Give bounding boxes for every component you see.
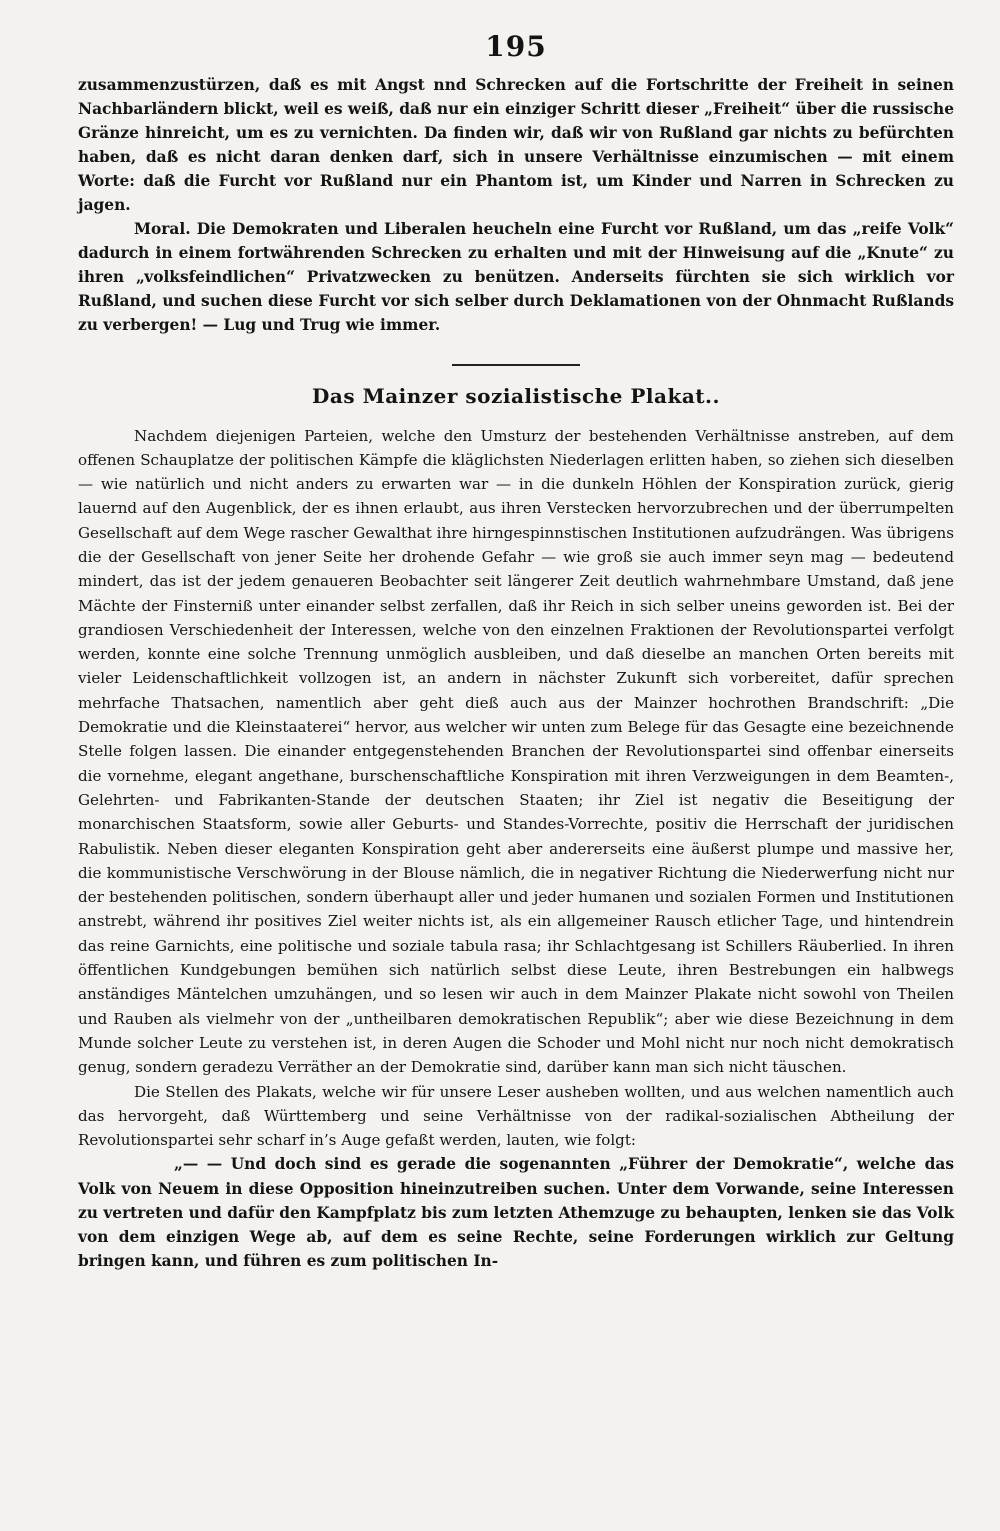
paragraph: Die Stellen des Plakats, welche wir für unsere Leser ausheben wollten, und aus welchen namentlich auch das hervorgeht, daß Württemberg und seine Verhältnisse von der radikal-sozialischen Abtheilung der Revolutionspartei sehr scharf in’s Auge gefaßt werden, lauten, wie folgt: (78, 1082, 954, 1150)
section-title: Das Mainzer sozialistische Plakat.. (312, 383, 720, 408)
top-text-block (78, 73, 954, 338)
moral-paragraph: Moral. Die Demokraten und Liberalen heucheln eine Furcht vor Rußland, um das „reife Volk“ dadurch in einem fortwährenden Schrecken zu erhalten und mit der Hinweisung auf die „Knute“ zu ihren „volksfeindlichen“ Privatzwecken zu benützen. Anderseits fürchten sie sich wirklich vor Rußland, und suchen diese Furcht vor sich selber durch Deklamationen von der Ohnmacht Rußlands zu verbergen! — Lug und Trug wie immer. (78, 220, 954, 335)
paragraph: Nachdem diejenigen Parteien, welche den Umsturz der bestehenden Verhältnisse anstreben, auf dem offenen Schauplatze der politischen Kämpfe die kläglichsten Niederlagen erlitten haben, so ziehen sich dieselben — wie natürlich und nicht anders zu erwarten war — in die dunkeln Höhlen der Konspiration zurück, gierig lauernd auf den Augenblick, der es ihnen erlaubt, aus ihren Verstecken hervorzubrechen und der überrumpelten Gesellschaft auf dem Wege rascher Gewalthat ihre hirngespinnstischen Institutionen aufzudrängen. Was übrigens die der Gesellschaft von jener Seite her drohende Gefahr — wie groß sie auch immer seyn mag — bedeutend mindert, das ist der jedem genaueren Beobachter seit längerer Zeit deutlich wahrnehmbare Umstand, daß jene Mächte der Finsterniß unter einander selbst zerfallen, daß ihr Reich in sich selber uneins geworden ist. Bei der grandiosen Verschiedenheit der Interessen, welche von den einzelnen Fraktionen der Revolutionspartei verfolgt werden, konnte eine solche Trennung unmöglich ausbleiben, und daß dieselbe an manchen Orten bereits mit vieler Leidenschaftlichkeit vollzogen ist, an andern in nächster Zukunft sich vorbereitet, dafür sprechen mehrfache Thatsachen, namentlich aber geht dieß auch aus der Mainzer hochrothen Brandschrift: „Die Demokratie und die Kleinstaaterei“ hervor, aus welcher wir unten zum Belege für das Gesagte eine bezeichnende Stelle folgen lassen. Die einander entgegenstehenden Branchen der Revolutionspartei sind offenbar einerseits die vornehme, elegant angethane, burschenschaftliche Konspiration mit ihren Verzweigungen in dem Beamten-, Gelehrten- und Fabrikanten-Stande der deutschen Staaten; ihr Ziel ist negativ die Beseitigung der monarchischen Staatsform, sowie aller Geburts- und Standes-Vorrechte, positiv die Herrschaft der juridischen Rabulistik. Neben dieser eleganten Konspiration geht aber andererseits eine äußerst plumpe und massive her, die kommunistische Verschwörung in der Blouse nämlich, die in negativer Richtung die Niederwerfung nicht nur der bestehenden politischen, sondern überhaupt aller und jeder humanen und sozialen Formen und Institutionen anstrebt, während ihr positives Ziel weiter nichts ist, als ein allgemeiner Rausch etlicher Tage, und hintendrein das reine Garnichts, eine politische und soziale tabula rasa; ihr Schlachtgesang ist Schillers Räuberlied. In ihren öffentlichen Kundgebungen bemühen sich natürlich selbst diese Leute, ihren Bestrebungen ein halbwegs anständiges Mäntelchen umzuhängen, und so lesen wir auch in dem Mainzer Plakate nicht sowohl von Theilen und Rauben als vielmehr von der „untheilbaren demokratischen Republik“; aber wie diese Bezeichnung in dem Munde solcher Leute zu verstehen ist, in deren Augen die Schoder und Mohl nicht nur noch nicht demokratisch genug, sondern geradezu Verräther an der Demokratie sind, darüber kann man sich nicht täuschen. (78, 426, 954, 1077)
section-divider (452, 364, 580, 366)
page-number: 195 (485, 30, 547, 63)
article-body (78, 424, 954, 1153)
quoted-passage (78, 1152, 954, 1273)
paragraph: zusammenzustürzen, daß es mit Angst nnd Schrecken auf die Fortschritte der Freiheit in seinen Nachbarländern blickt, weil es weiß, daß nur ein einziger Schritt dieser „Freiheit“ über die russische Gränze hinreicht, um es zu vernichten. Da finden wir, daß wir von Rußland gar nichts zu befürchten haben, daß es nicht daran denken darf, sich in unsere Verhältnisse einzumischen — mit einem Worte: daß die Furcht vor Rußland nur ein Phantom ist, um Kinder und Narren in Schrecken zu jagen. (78, 76, 954, 215)
quote-text: „— — Und doch sind es gerade die sogenannten „Führer der Demokratie“, welche das Volk von Neuem in diese Opposition hineinzutreiben suchen. Unter dem Vorwande, seine Interessen zu vertreten und dafür den Kampfplatz bis zum letzten Athemzuge zu behaupten, lenken sie das Volk von dem einzigen Wege ab, auf dem es seine Rechte, seine Forderungen wirklich zur Geltung bringen kann, und führen es zum politischen In- (78, 1155, 954, 1271)
